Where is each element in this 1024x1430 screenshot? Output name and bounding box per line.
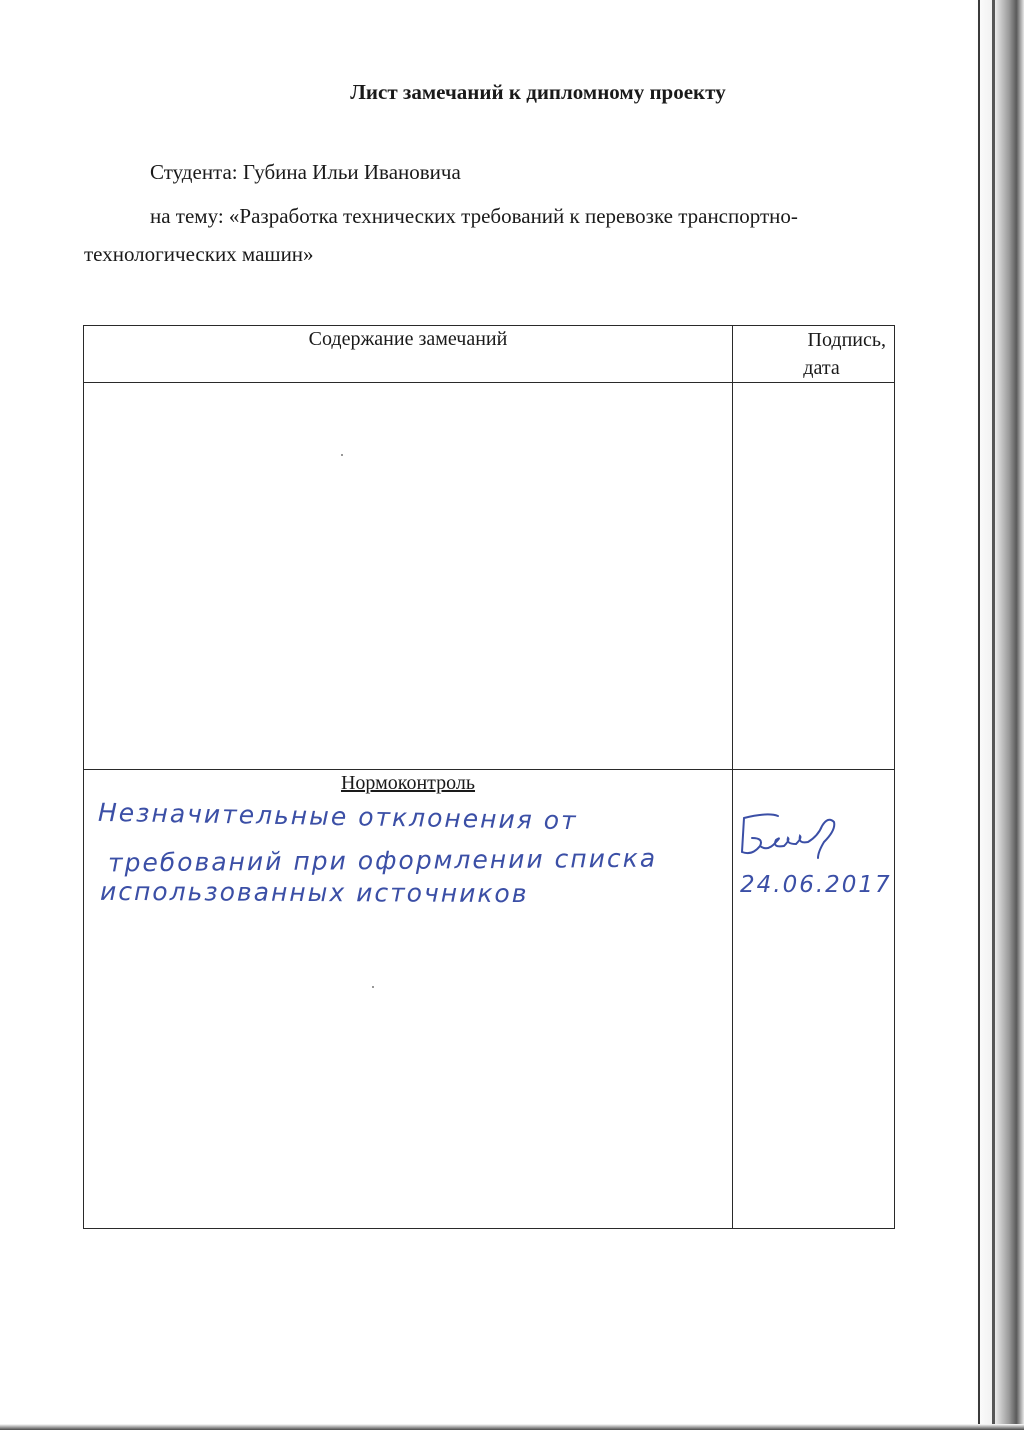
- header-signature-date: [733, 326, 895, 383]
- table-header-row: [84, 326, 895, 383]
- handwritten-remark-line-3: использованных источников: [99, 876, 529, 909]
- scan-speck: [341, 454, 343, 456]
- binding-shadow: [974, 0, 1024, 1430]
- remarks-signature-cell: [733, 383, 895, 770]
- remarks-row: [84, 383, 895, 770]
- binding-edge-line: [992, 0, 995, 1430]
- handwritten-signature: [738, 812, 848, 862]
- bottom-edge-shadow: [0, 1424, 1024, 1430]
- normcontrol-cell: [84, 770, 733, 1229]
- topic-line-1: на тему: «Разработка технических требований к перевозке транспортно-: [150, 204, 798, 228]
- topic-line-2: технологических машин»: [84, 242, 314, 266]
- handwritten-remark-line-2: требований при оформлении списка: [107, 843, 658, 878]
- normcontrol-title: Нормоконтроль: [340, 772, 476, 794]
- page-title: Лист замечаний к дипломному проекту: [350, 80, 726, 104]
- student-line: Студента: Губина Ильи Ивановича: [150, 160, 461, 184]
- binding-edge-line: [978, 0, 980, 1430]
- remarks-cell: [84, 383, 733, 770]
- header-date-label: дата: [803, 357, 840, 379]
- scan-speck: [372, 986, 374, 988]
- header-remarks-content: Содержание замечаний: [84, 326, 733, 383]
- remarks-table: [83, 325, 895, 1229]
- handwritten-date: 24.06.2017: [740, 872, 892, 898]
- header-signature-label: Подпись,: [807, 329, 886, 351]
- handwritten-remark-line-1: Незначительные отклонения от: [97, 797, 578, 836]
